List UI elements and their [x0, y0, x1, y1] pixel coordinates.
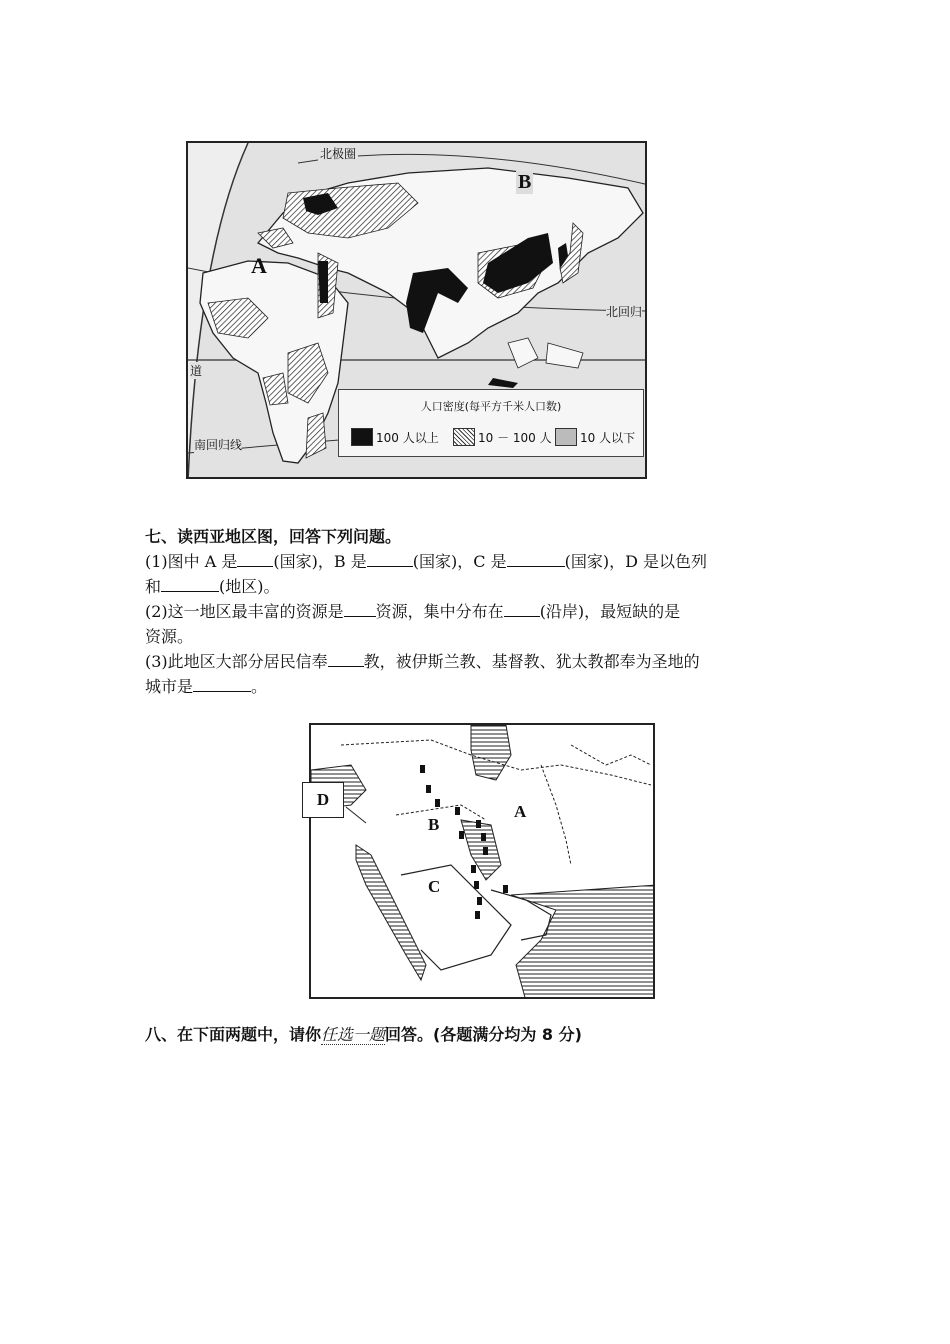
- legend-swatch-low: [555, 428, 577, 446]
- question-7-line-1: [145, 549, 810, 574]
- question-7-line-6: [145, 674, 810, 699]
- q8-prefix: 八、在下面两题中，请你: [145, 1025, 322, 1044]
- tropic-capricorn-label: 南回归线: [194, 438, 243, 452]
- q8-suffix: 回答。(各题满分均为 8 分): [385, 1025, 582, 1044]
- answer-blank-b[interactable]: [367, 550, 413, 567]
- question-7-line-4: 资源。: [145, 627, 194, 646]
- q7-text: (国家)，D 是以色列: [564, 552, 707, 571]
- legend-item-mid: [453, 428, 552, 446]
- answer-blank-a[interactable]: [237, 550, 273, 567]
- map2-marker-b: B: [428, 815, 440, 834]
- legend-swatch-high: [351, 428, 373, 446]
- map1-marker-a: A: [251, 253, 267, 278]
- q7-text: (3)此地区大部分居民信奉: [145, 652, 328, 671]
- legend-label-high: 100 人以上: [376, 430, 439, 445]
- q8-emphasis: 任选一题: [321, 1025, 386, 1044]
- question-7-line-3: [145, 599, 810, 624]
- q7-text: 。: [251, 677, 268, 696]
- q7-text: (1)图中 A 是: [145, 552, 238, 571]
- answer-blank-religion[interactable]: [328, 650, 364, 667]
- q7-text: 资源，集中分布在: [375, 602, 504, 621]
- map2-marker-a: A: [514, 802, 527, 821]
- answer-blank-d[interactable]: [161, 575, 219, 592]
- population-density-map: [186, 141, 647, 479]
- answer-blank-resource[interactable]: [344, 600, 376, 617]
- arctic-circle-label: 北极圈: [320, 147, 357, 161]
- equator-label: 道: [190, 364, 203, 378]
- map2-marker-c: C: [428, 877, 441, 896]
- q7-text: (国家)，C 是: [412, 552, 507, 571]
- question-7-line-5: [145, 649, 810, 674]
- legend-label-low: 10 人以下: [580, 430, 636, 445]
- legend-label-mid: 10 － 100 人: [478, 430, 552, 445]
- legend-item-high: [351, 428, 439, 446]
- q7-text: 和: [145, 577, 162, 596]
- map1-marker-b: B: [518, 171, 532, 193]
- question-7-title: 七、读西亚地区图，回答下列问题。: [145, 527, 402, 546]
- legend-swatch-mid: [453, 428, 475, 446]
- answer-blank-c[interactable]: [507, 550, 565, 567]
- answer-blank-coast[interactable]: [504, 600, 540, 617]
- question-7-line-2: [145, 574, 810, 599]
- q7-text: (2)这一地区最丰富的资源是: [145, 602, 344, 621]
- q7-text: 教，被伊斯兰教、基督教、犹太教都奉为圣地的: [363, 652, 700, 671]
- tropic-cancer-label: 北回归: [606, 305, 643, 319]
- question-8: [145, 1022, 582, 1045]
- legend-title: 人口密度(每平方千米人口数): [420, 400, 562, 413]
- map1-legend: [338, 389, 644, 457]
- west-asia-map: [309, 723, 655, 999]
- q7-text: (沿岸)，最短缺的是: [539, 602, 681, 621]
- q7-text: 城市是: [145, 677, 194, 696]
- map2-marker-d: D: [302, 782, 344, 818]
- q7-text: (地区)。: [219, 577, 280, 596]
- answer-blank-city[interactable]: [193, 675, 251, 692]
- question-7: [145, 524, 810, 699]
- legend-item-low: [555, 428, 635, 446]
- q7-text: (国家)，B 是: [273, 552, 367, 571]
- map2-drawing: [311, 725, 655, 999]
